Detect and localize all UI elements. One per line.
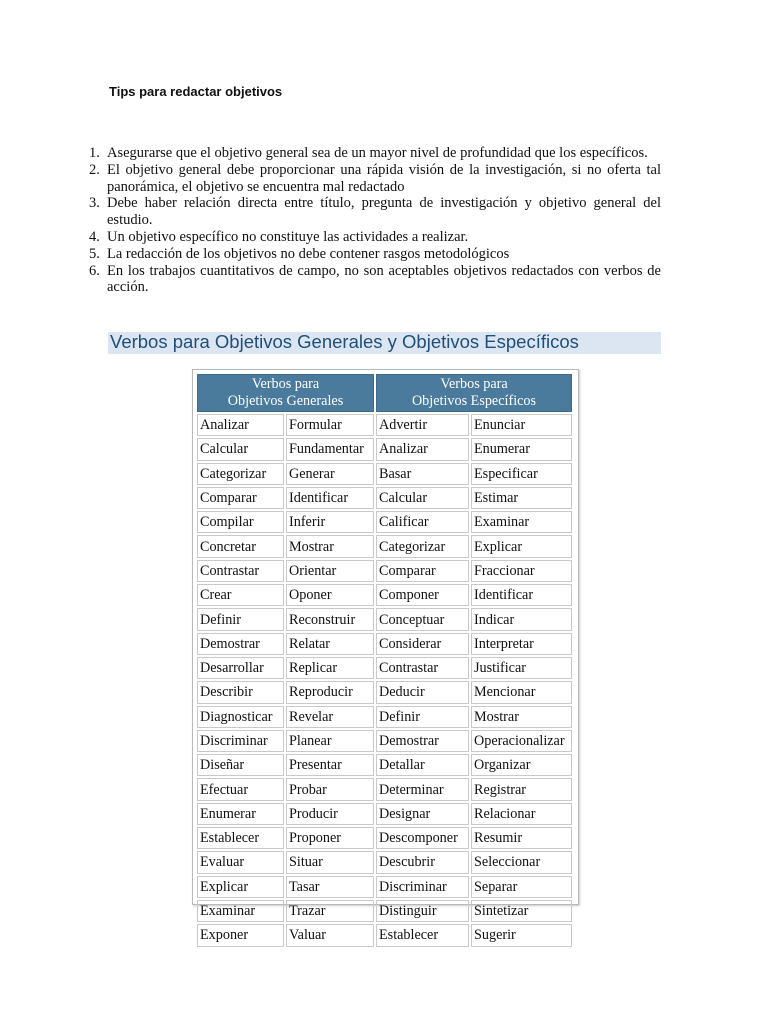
verb-general-col2-cell: Identificar	[286, 487, 374, 509]
verb-general-col2-cell: Mostrar	[286, 535, 374, 557]
verbs-table-container	[192, 369, 579, 944]
verb-especifico-col1-cell: Demostrar	[376, 730, 469, 752]
verb-especifico-col2-cell: Sugerir	[471, 924, 572, 946]
tip-item	[89, 162, 661, 196]
table-row	[197, 535, 572, 557]
verb-especifico-col1-cell: Componer	[376, 584, 469, 606]
verb-especifico-col2-cell: Interpretar	[471, 633, 572, 655]
header-objetivos-generales	[197, 374, 374, 412]
verb-especifico-col2-cell: Mostrar	[471, 706, 572, 728]
verb-especifico-col1-cell: Categorizar	[376, 535, 469, 557]
table-row	[197, 730, 572, 752]
verb-especifico-col1-cell: Deducir	[376, 681, 469, 703]
verb-general-col2-cell: Valuar	[286, 924, 374, 946]
verb-general-col2-cell: Fundamentar	[286, 438, 374, 460]
verb-especifico-col2-cell: Enumerar	[471, 438, 572, 460]
table-row	[197, 633, 572, 655]
table-row	[197, 414, 572, 436]
verb-especifico-col1-cell: Descomponer	[376, 827, 469, 849]
table-row	[197, 681, 572, 703]
table-row	[197, 560, 572, 582]
page-title: Tips para redactar objetivos	[109, 84, 283, 99]
verbs-table-body	[197, 414, 572, 947]
section-banner	[108, 332, 661, 354]
verb-especifico-col2-cell: Organizar	[471, 754, 572, 776]
verb-especifico-col2-cell: Especificar	[471, 463, 572, 485]
tip-text: La redacción de los objetivos no debe contener rasgos metodológicos	[107, 245, 510, 262]
verb-especifico-col1-cell: Analizar	[376, 438, 469, 460]
verb-general-col2-cell: Presentar	[286, 754, 374, 776]
tip-number: 5.	[89, 245, 100, 262]
header-general-line2: Objetivos Generales	[227, 393, 344, 409]
verb-general-col1-cell: Describir	[197, 681, 284, 703]
verb-especifico-col1-cell: Advertir	[376, 414, 469, 436]
verb-especifico-col2-cell: Identificar	[471, 584, 572, 606]
verb-especifico-col2-cell: Estimar	[471, 487, 572, 509]
tip-item	[89, 145, 661, 162]
verb-especifico-col1-cell: Descubrir	[376, 851, 469, 873]
verbs-table	[195, 372, 574, 949]
table-row	[197, 487, 572, 509]
verb-especifico-col1-cell: Detallar	[376, 754, 469, 776]
table-row	[197, 851, 572, 873]
table-row	[197, 754, 572, 776]
verb-general-col1-cell: Efectuar	[197, 778, 284, 800]
table-row	[197, 438, 572, 460]
tip-text: Un objetivo específico no constituye las actividades a realizar.	[107, 228, 469, 245]
header-general-line1: Verbos para	[251, 376, 320, 392]
table-row	[197, 924, 572, 946]
tip-item	[89, 195, 661, 229]
verb-general-col1-cell: Establecer	[197, 827, 284, 849]
verb-general-col2-cell: Producir	[286, 803, 374, 825]
verb-especifico-col1-cell: Contrastar	[376, 657, 469, 679]
verb-general-col1-cell: Analizar	[197, 414, 284, 436]
verb-especifico-col1-cell: Discriminar	[376, 876, 469, 898]
verb-general-col1-cell: Desarrollar	[197, 657, 284, 679]
tip-item	[89, 246, 661, 263]
verb-especifico-col2-cell: Mencionar	[471, 681, 572, 703]
tip-number: 1.	[89, 145, 100, 161]
tip-number: 4.	[89, 228, 100, 245]
table-row	[197, 900, 572, 922]
verb-general-col2-cell: Replicar	[286, 657, 374, 679]
verb-especifico-col2-cell: Seleccionar	[471, 851, 572, 873]
verb-especifico-col2-cell: Relacionar	[471, 803, 572, 825]
verb-general-col1-cell: Concretar	[197, 535, 284, 557]
verb-especifico-col1-cell: Calcular	[376, 487, 469, 509]
verb-general-col1-cell: Categorizar	[197, 463, 284, 485]
verb-general-col2-cell: Revelar	[286, 706, 374, 728]
verb-especifico-col1-cell: Determinar	[376, 778, 469, 800]
verb-general-col2-cell: Inferir	[286, 511, 374, 533]
verb-especifico-col2-cell: Registrar	[471, 778, 572, 800]
verb-especifico-col1-cell: Calificar	[376, 511, 469, 533]
verb-general-col1-cell: Demostrar	[197, 633, 284, 655]
verb-general-col2-cell: Relatar	[286, 633, 374, 655]
table-row	[197, 706, 572, 728]
table-row	[197, 608, 572, 630]
tips-list	[89, 145, 661, 296]
table-row	[197, 876, 572, 898]
verb-general-col1-cell: Compilar	[197, 511, 284, 533]
verb-general-col1-cell: Evaluar	[197, 851, 284, 873]
verb-especifico-col2-cell: Fraccionar	[471, 560, 572, 582]
header-especificos-line2: Objetivos Específicos	[411, 393, 537, 409]
verb-especifico-col1-cell: Designar	[376, 803, 469, 825]
verb-especifico-col2-cell: Separar	[471, 876, 572, 898]
verb-general-col2-cell: Situar	[286, 851, 374, 873]
verb-especifico-col1-cell: Establecer	[376, 924, 469, 946]
tip-number: 3.	[89, 195, 100, 212]
verb-general-col2-cell: Proponer	[286, 827, 374, 849]
verb-general-col1-cell: Exponer	[197, 924, 284, 946]
verb-general-col2-cell: Generar	[286, 463, 374, 485]
table-row	[197, 803, 572, 825]
verb-general-col2-cell: Formular	[286, 414, 374, 436]
table-header-row	[197, 374, 572, 412]
verb-general-col2-cell: Orientar	[286, 560, 374, 582]
tip-item	[89, 229, 661, 246]
verb-general-col2-cell: Oponer	[286, 584, 374, 606]
verb-general-col1-cell: Definir	[197, 608, 284, 630]
tip-text: El objetivo general debe proporcionar una rápida visión de la investigación, si no oferta tal panorámica, el objetivo se encuentra mal redactado	[107, 161, 661, 195]
table-row	[197, 463, 572, 485]
table-row	[197, 827, 572, 849]
tip-number: 6.	[89, 262, 100, 279]
table-row	[197, 584, 572, 606]
verb-especifico-col2-cell: Examinar	[471, 511, 572, 533]
verb-especifico-col1-cell: Considerar	[376, 633, 469, 655]
verb-general-col2-cell: Reproducir	[286, 681, 374, 703]
verb-especifico-col1-cell: Conceptuar	[376, 608, 469, 630]
verb-especifico-col1-cell: Comparar	[376, 560, 469, 582]
verb-especifico-col2-cell: Justificar	[471, 657, 572, 679]
verb-general-col1-cell: Discriminar	[197, 730, 284, 752]
header-objetivos-especificos	[376, 374, 572, 412]
verb-especifico-col2-cell: Sintetizar	[471, 900, 572, 922]
verb-general-col1-cell: Diagnosticar	[197, 706, 284, 728]
verb-general-col2-cell: Planear	[286, 730, 374, 752]
verb-especifico-col1-cell: Distinguir	[376, 900, 469, 922]
verb-general-col1-cell: Explicar	[197, 876, 284, 898]
tip-text: Debe haber relación directa entre título, pregunta de investigación y objetivo general del estudio.	[107, 195, 661, 229]
tip-item	[89, 263, 661, 297]
verb-general-col1-cell: Diseñar	[197, 754, 284, 776]
verb-general-col1-cell: Comparar	[197, 487, 284, 509]
table-row	[197, 511, 572, 533]
verb-especifico-col1-cell: Basar	[376, 463, 469, 485]
table-row	[197, 657, 572, 679]
verb-general-col2-cell: Trazar	[286, 900, 374, 922]
verb-especifico-col2-cell: Operacionalizar	[471, 730, 572, 752]
verb-especifico-col1-cell: Definir	[376, 706, 469, 728]
verb-general-col1-cell: Enumerar	[197, 803, 284, 825]
verb-general-col2-cell: Reconstruir	[286, 608, 374, 630]
verb-general-col1-cell: Examinar	[197, 900, 284, 922]
verb-general-col1-cell: Contrastar	[197, 560, 284, 582]
verb-especifico-col2-cell: Indicar	[471, 608, 572, 630]
verb-especifico-col2-cell: Resumir	[471, 827, 572, 849]
tip-text: Asegurarse que el objetivo general sea de un mayor nivel de profundidad que los específicos.	[107, 145, 648, 161]
verb-especifico-col2-cell: Explicar	[471, 535, 572, 557]
tip-text: En los trabajos cuantitativos de campo, no son aceptables objetivos redactados con verbos de acción.	[107, 262, 661, 296]
verb-general-col2-cell: Probar	[286, 778, 374, 800]
header-especificos-line1: Verbos para	[440, 376, 508, 392]
tip-number: 2.	[89, 161, 100, 178]
verb-especifico-col2-cell: Enunciar	[471, 414, 572, 436]
table-row	[197, 778, 572, 800]
verb-general-col1-cell: Crear	[197, 584, 284, 606]
section-heading: Verbos para Objetivos Generales y Objetivos Específicos	[110, 331, 579, 352]
verb-general-col2-cell: Tasar	[286, 876, 374, 898]
verb-general-col1-cell: Calcular	[197, 438, 284, 460]
